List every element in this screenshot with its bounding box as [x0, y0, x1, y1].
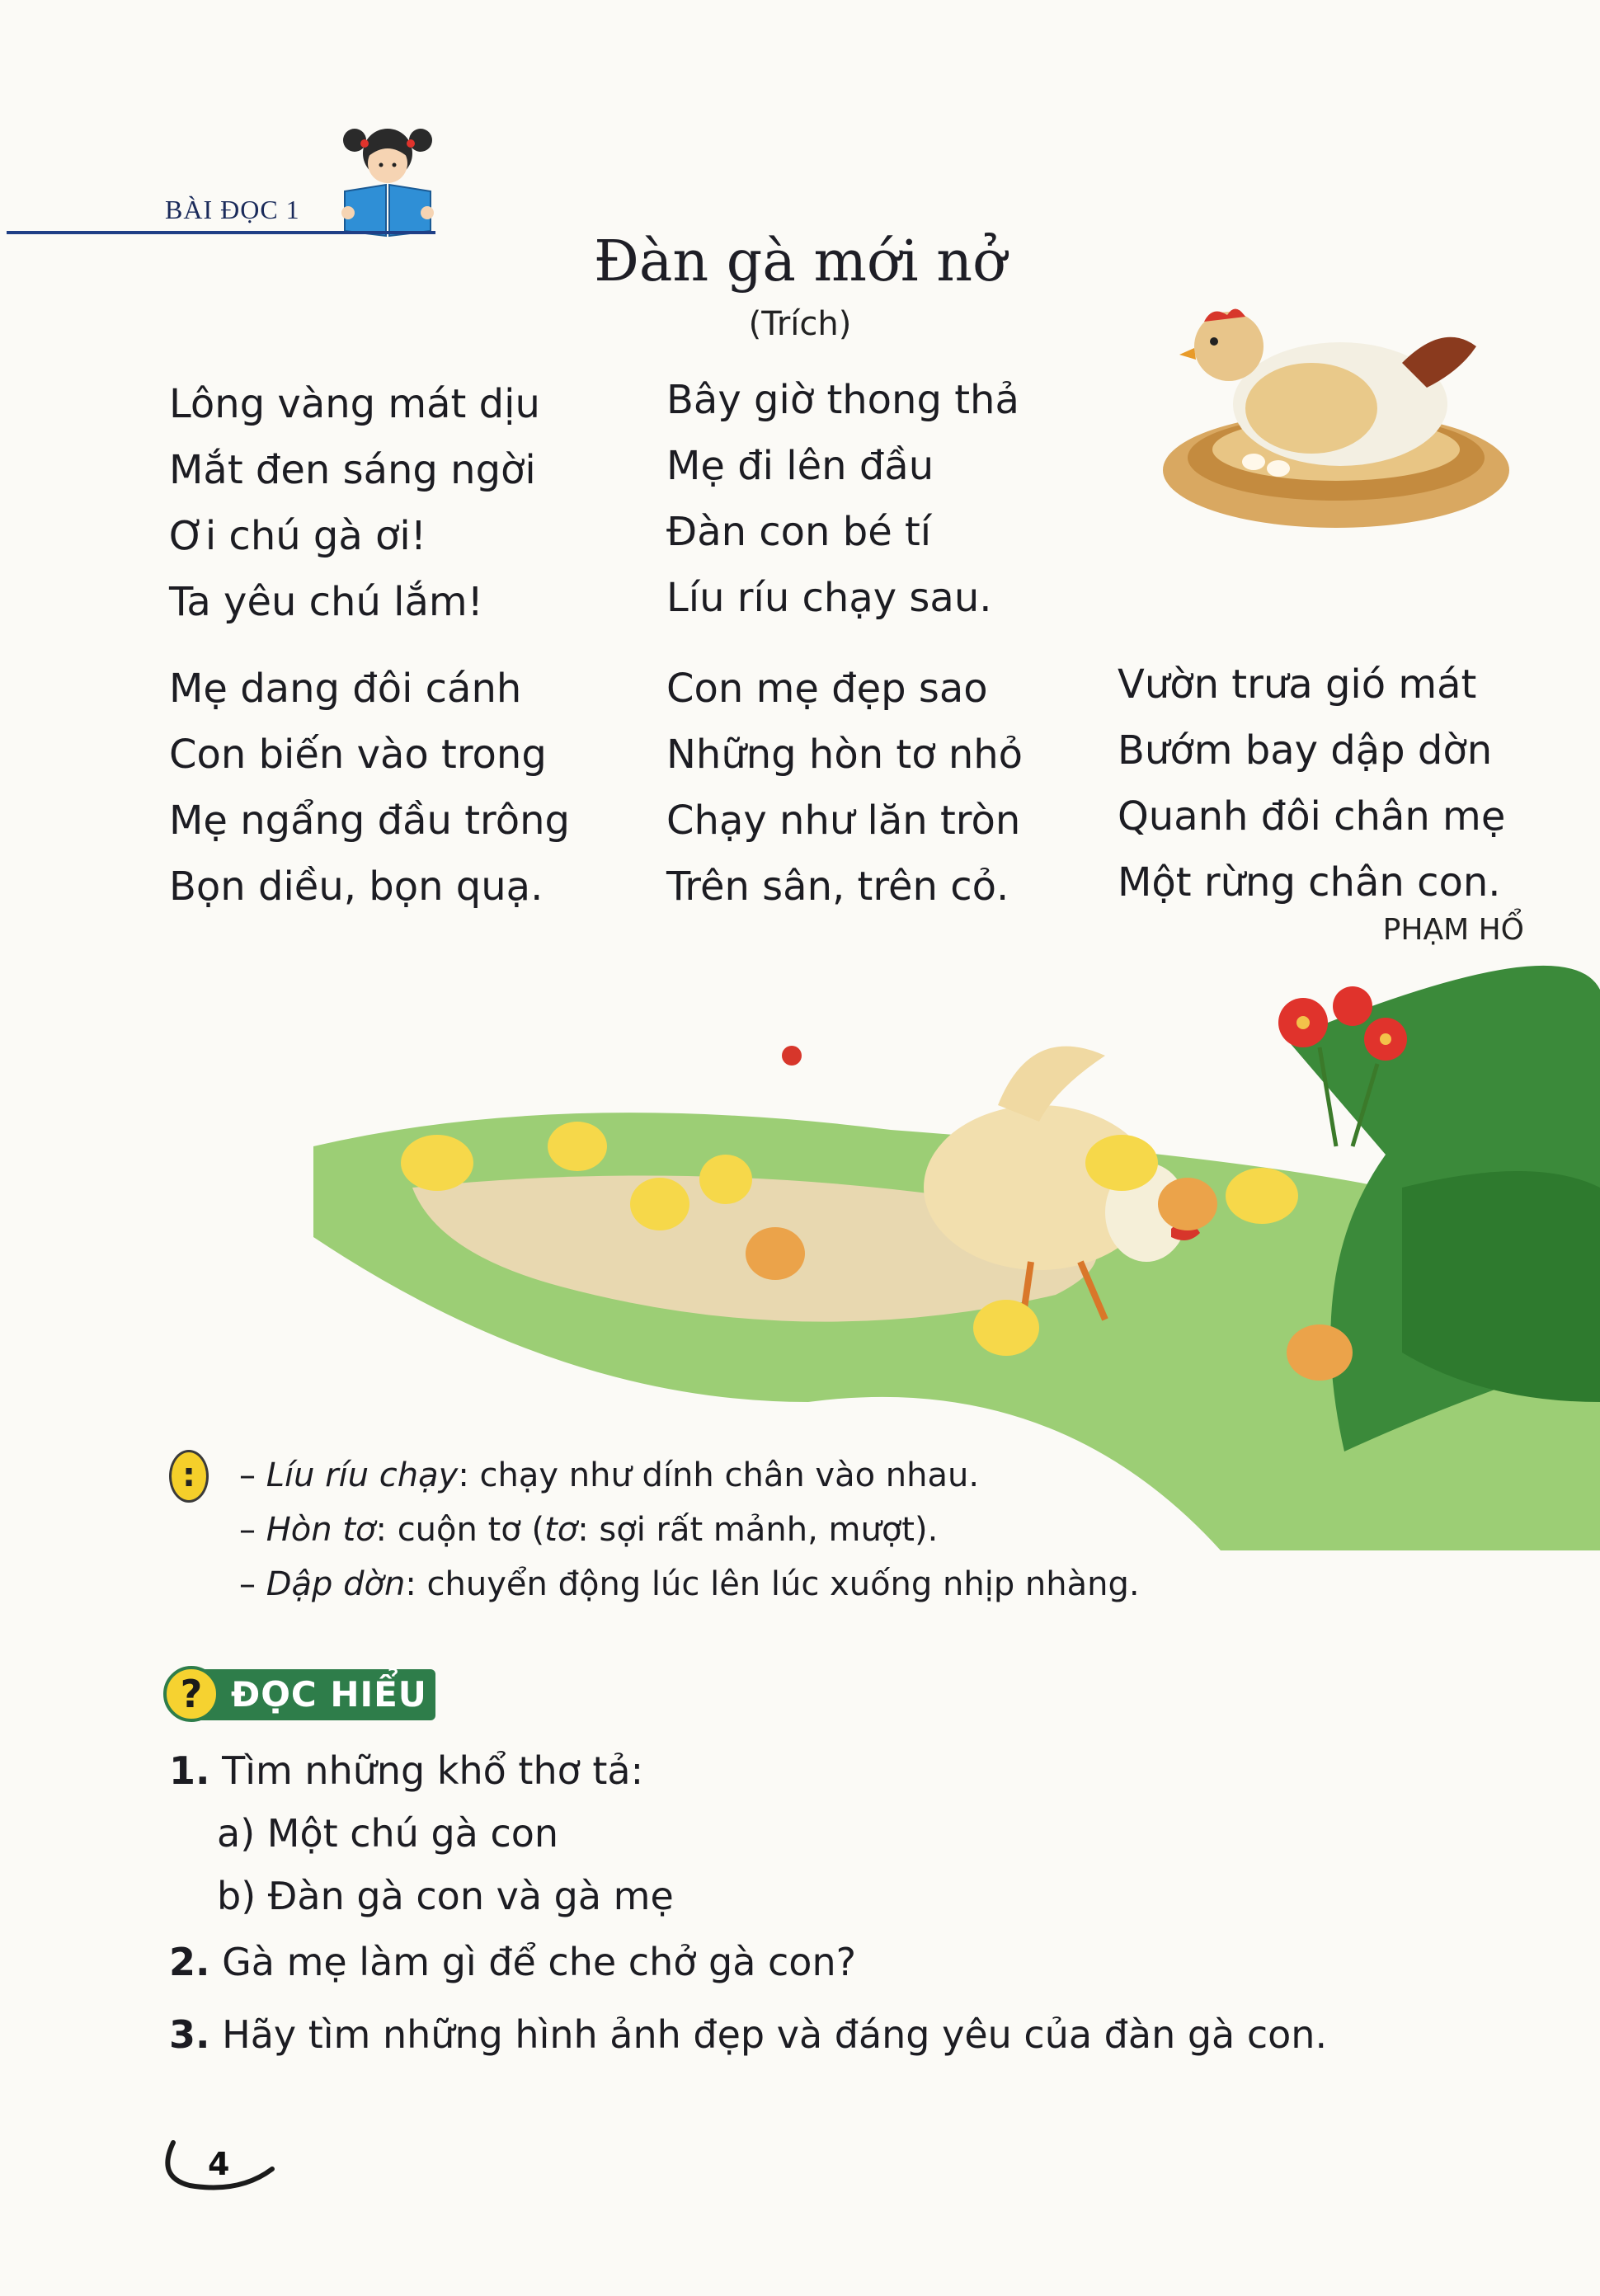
- question-text: a) Một chú gà con: [217, 1811, 559, 1856]
- glossary-definition: : chạy như dính chân vào nhau.: [458, 1456, 980, 1494]
- poem-title: Đàn gà mới nở: [593, 229, 1007, 294]
- hen-on-nest-illustration: [1130, 297, 1518, 553]
- poem-line: Con mẹ đẹp sao: [666, 666, 988, 712]
- poem-line: Một rừng chân con.: [1118, 859, 1501, 906]
- stanza-2: [666, 367, 1019, 631]
- glossary-term: Líu ríu chạy: [266, 1456, 459, 1494]
- question-text: Hãy tìm những hình ảnh đẹp và đáng yêu của đàn gà con.: [222, 2012, 1328, 2057]
- poem-line: Ơi chú gà ơi!: [169, 513, 426, 559]
- poem-line: Ta yêu chú lắm!: [169, 579, 483, 625]
- glossary: [239, 1448, 1140, 1611]
- glossary-item: [239, 1448, 1140, 1503]
- poem-line: Con biến vào trong: [169, 732, 547, 778]
- poem-line: Lông vàng mát dịu: [169, 381, 540, 427]
- poem-line: Vườn trưa gió mát: [1118, 661, 1477, 708]
- question-number: 3.: [169, 2012, 210, 2057]
- glossary-icon: :: [169, 1450, 209, 1503]
- section-title: ĐỌC HIỂU: [231, 1674, 427, 1715]
- glossary-term: Dập dờn: [266, 1565, 406, 1603]
- question-number: 1.: [169, 1748, 210, 1793]
- stanza-5: [1118, 652, 1505, 915]
- question-item: [169, 1940, 856, 1984]
- question-item: [169, 1748, 643, 1793]
- poem-line: Trên sân, trên cỏ.: [666, 863, 1009, 910]
- poem-line: Bướm bay dập dờn: [1118, 727, 1493, 774]
- poem-line: Đàn con bé tí: [666, 509, 932, 555]
- glossary-item: [239, 1503, 1140, 1557]
- question-item: [169, 2012, 1327, 2057]
- glossary-item: [239, 1557, 1140, 1611]
- lesson-label: BÀI ĐỌC 1: [165, 195, 300, 224]
- glossary-dash: –: [239, 1456, 266, 1494]
- glossary-definition: : chuyển động lúc lên lúc xuống nhịp nhàng.: [405, 1565, 1140, 1603]
- poem-line: Bọn diều, bọn quạ.: [169, 863, 544, 910]
- glossary-definition: : sợi rất mảnh, mượt).: [577, 1511, 939, 1549]
- poem-line: Những hòn tơ nhỏ: [666, 732, 1024, 778]
- poem-line: Bây giờ thong thả: [666, 377, 1019, 423]
- stanza-4: [666, 656, 1023, 920]
- question-text: Gà mẹ làm gì để che chở gà con?: [222, 1940, 857, 1984]
- girl-reading-icon: [330, 115, 445, 239]
- section-header-badge: [163, 1666, 444, 1724]
- poem-line: Líu ríu chạy sau.: [666, 575, 992, 621]
- question-text: Tìm những khổ thơ tả:: [222, 1748, 644, 1793]
- question-sub-item: [217, 1811, 558, 1856]
- question-number: 2.: [169, 1940, 210, 1984]
- page-number: 4: [208, 2146, 230, 2182]
- stanza-3: [169, 656, 570, 920]
- poem-line: Quanh đôi chân mẹ: [1118, 793, 1506, 840]
- poem-author: PHẠM HỔ: [1382, 913, 1524, 947]
- question-text: b) Đàn gà con và gà mẹ: [217, 1874, 674, 1918]
- poem-line: Mẹ đi lên đầu: [666, 443, 934, 489]
- poem-line: Mẹ dang đôi cánh: [169, 666, 522, 712]
- glossary-dash: –: [239, 1511, 266, 1549]
- poem-line: Mắt đen sáng ngời: [169, 447, 536, 493]
- poem-line: Chạy như lăn tròn: [666, 797, 1021, 844]
- question-mark-icon: ?: [163, 1666, 219, 1722]
- poem-line: Mẹ ngẩng đầu trông: [169, 797, 570, 844]
- glossary-definition: : cuộn tơ (: [375, 1511, 545, 1549]
- question-sub-item: [217, 1874, 674, 1918]
- glossary-term: Hòn tơ: [266, 1511, 376, 1549]
- glossary-inner-term: tơ: [544, 1511, 578, 1549]
- poem-subtitle: (Trích): [748, 305, 852, 343]
- glossary-dash: –: [239, 1565, 266, 1603]
- stanza-1: [169, 371, 540, 635]
